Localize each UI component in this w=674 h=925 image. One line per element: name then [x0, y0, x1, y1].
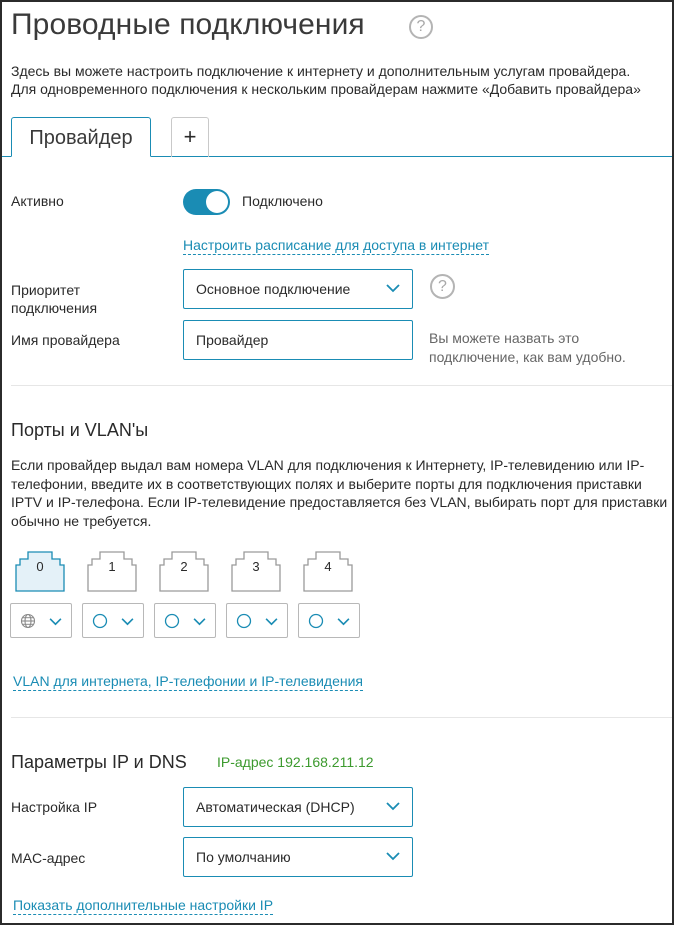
provider-name-label: Имя провайдера: [11, 332, 120, 348]
circle-icon: [92, 613, 108, 629]
port-number: 0: [36, 559, 44, 574]
port-number: 2: [180, 559, 188, 574]
ports-description-line: Если провайдер выдал вам номера VLAN для подключения к Интернету, IP-телевидению или IP-: [11, 457, 645, 473]
port-4-mode-select[interactable]: [298, 603, 360, 638]
port-3[interactable]: [231, 550, 281, 592]
toggle-knob: [206, 191, 228, 213]
circle-icon: [236, 613, 252, 629]
chevron-down-icon: [386, 801, 400, 811]
port-0-mode-select[interactable]: [10, 603, 72, 638]
vlan-link[interactable]: VLAN для интернета, IP-телефонии и IP-телевидения: [13, 673, 363, 689]
chevron-down-icon: [337, 617, 350, 626]
mac-select[interactable]: [183, 837, 413, 877]
page-description-line: Для одновременного подключения к нескольким провайдерам нажмите «Добавить провайдера»: [11, 81, 641, 97]
ip-section-title: Параметры IP и DNS: [11, 752, 187, 772]
globe-icon: [20, 613, 36, 629]
port-2-mode-select[interactable]: [154, 603, 216, 638]
port-number: 1: [108, 559, 116, 574]
priority-help-icon[interactable]: ?: [430, 274, 455, 299]
ports-description-line: телефонии, введите их в соответствующих полях и выберите порты для подключения приставки: [11, 475, 642, 492]
priority-select[interactable]: [183, 269, 413, 309]
provider-name-value: Провайдер: [196, 332, 269, 348]
active-toggle[interactable]: [183, 189, 230, 215]
mac-label: MAC-адрес: [11, 850, 86, 866]
ip-setup-value: Автоматическая (DHCP): [196, 799, 355, 815]
port-number: 4: [324, 559, 332, 574]
show-more-ip-link[interactable]: Показать дополнительные настройки IP: [13, 897, 274, 913]
section-divider: [11, 717, 674, 718]
circle-icon: [164, 613, 180, 629]
provider-name-hint: [429, 329, 626, 367]
ports-description-line: обычно не требуется.: [11, 512, 152, 529]
port-1[interactable]: [87, 550, 137, 592]
help-icon[interactable]: ?: [409, 15, 433, 39]
ip-setup-label: Настройка IP: [11, 799, 98, 815]
priority-label: [11, 281, 97, 317]
chevron-down-icon: [265, 617, 278, 626]
chevron-down-icon: [49, 617, 62, 626]
port-4[interactable]: [303, 550, 353, 592]
toggle-state-label: Подключено: [242, 193, 323, 209]
priority-select-value: Основное подключение: [196, 281, 351, 297]
ports-description: [11, 456, 671, 530]
chevron-down-icon: [121, 617, 134, 626]
port-0[interactable]: [15, 550, 65, 592]
chevron-down-icon: [386, 851, 400, 861]
chevron-down-icon: [193, 617, 206, 626]
circle-icon: [308, 613, 324, 629]
active-label: Активно: [11, 193, 64, 209]
ports-description-line: IPTV и IP-телефона. Если IP-телевидение предоставляется без VLAN, выбирать порт для приставки: [11, 494, 668, 510]
ip-setup-select[interactable]: [183, 787, 413, 827]
provider-name-hint-line: подключение, как вам удобно.: [429, 349, 626, 365]
provider-name-hint-line: Вы можете назвать это: [429, 330, 580, 346]
ip-address-status: IP-адрес 192.168.211.12: [217, 754, 374, 770]
port-1-mode-select[interactable]: [82, 603, 144, 638]
add-provider-tab[interactable]: +: [171, 117, 209, 157]
chevron-down-icon: [386, 283, 400, 293]
page-title: Проводные подключения: [11, 8, 365, 41]
priority-label-line: Приоритет: [11, 282, 81, 298]
section-divider: [11, 385, 674, 386]
mac-select-value: По умолчанию: [196, 849, 291, 865]
page-description-line: Здесь вы можете настроить подключение к интернету и дополнительным услугам провайдера.: [11, 63, 631, 79]
page-description: [11, 62, 671, 98]
port-number: 3: [252, 559, 260, 574]
schedule-link[interactable]: Настроить расписание для доступа в интернет: [183, 237, 490, 253]
port-3-mode-select[interactable]: [226, 603, 288, 638]
tab-provider[interactable]: Провайдер: [11, 117, 151, 157]
provider-name-input[interactable]: [183, 320, 413, 360]
priority-label-line: подключения: [11, 300, 98, 316]
ports-section-title: Порты и VLAN'ы: [11, 420, 149, 440]
port-2[interactable]: [159, 550, 209, 592]
